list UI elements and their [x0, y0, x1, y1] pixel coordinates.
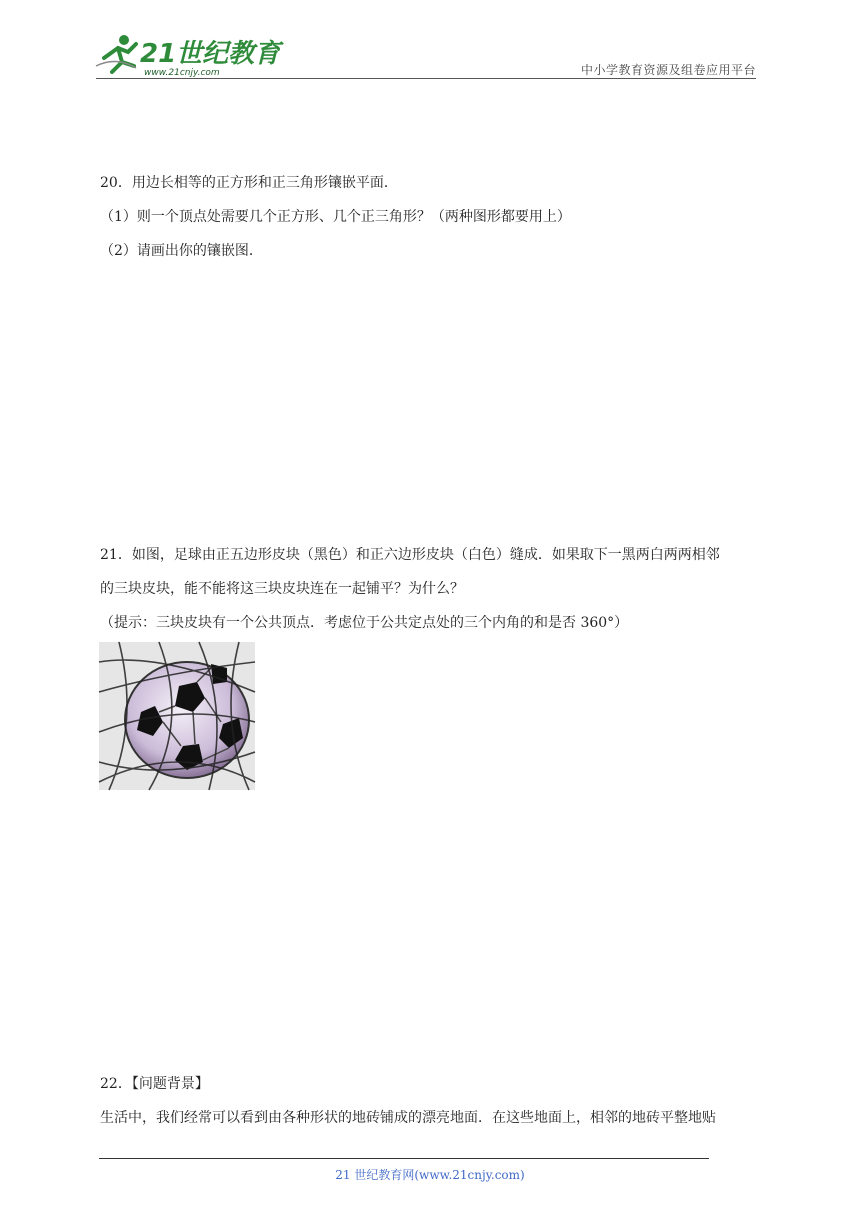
header-divider [96, 78, 756, 79]
question-20-part-1: （1）则一个顶点处需要几个正方形、几个正三角形？（两种图形都要用上） [100, 209, 571, 225]
question-20-title: 20．用边长相等的正方形和正三角形镶嵌平面． [100, 175, 398, 191]
svg-text:www.21cnjy.com: www.21cnjy.com [144, 68, 220, 78]
svg-text:21世纪教育: 21世纪教育 [140, 39, 281, 69]
question-20-part-2: （2）请画出你的镶嵌图． [100, 243, 263, 259]
footer-text[interactable]: 21 世纪教育网(www.21cnjy.com) [335, 1168, 525, 1182]
soccer-ball-image [99, 642, 255, 790]
site-logo[interactable] [96, 32, 281, 78]
question-21-line-2: 的三块皮块，能不能将这三块皮块连在一起铺平？为什么？ [100, 581, 464, 597]
question-21-line-1: 21．如图，足球由正五边形皮块（黑色）和正六边形皮块（白色）缝成．如果取下一黑两白两两相邻 [100, 547, 720, 563]
logo-graphic [96, 32, 281, 78]
question-22-title: 22．【问题背景】 [100, 1076, 209, 1092]
page-header [0, 0, 860, 80]
footer-divider [99, 1158, 709, 1159]
platform-name: 中小学教育资源及组卷应用平台 [580, 63, 756, 77]
question-21-hint: （提示：三块皮块有一个公共顶点．考虑位于公共定点处的三个内角的和是否 360°） [100, 615, 629, 631]
question-22-line-1: 生活中，我们经常可以看到由各种形状的地砖铺成的漂亮地面．在这些地面上，相邻的地砖平整地贴 [100, 1110, 716, 1126]
